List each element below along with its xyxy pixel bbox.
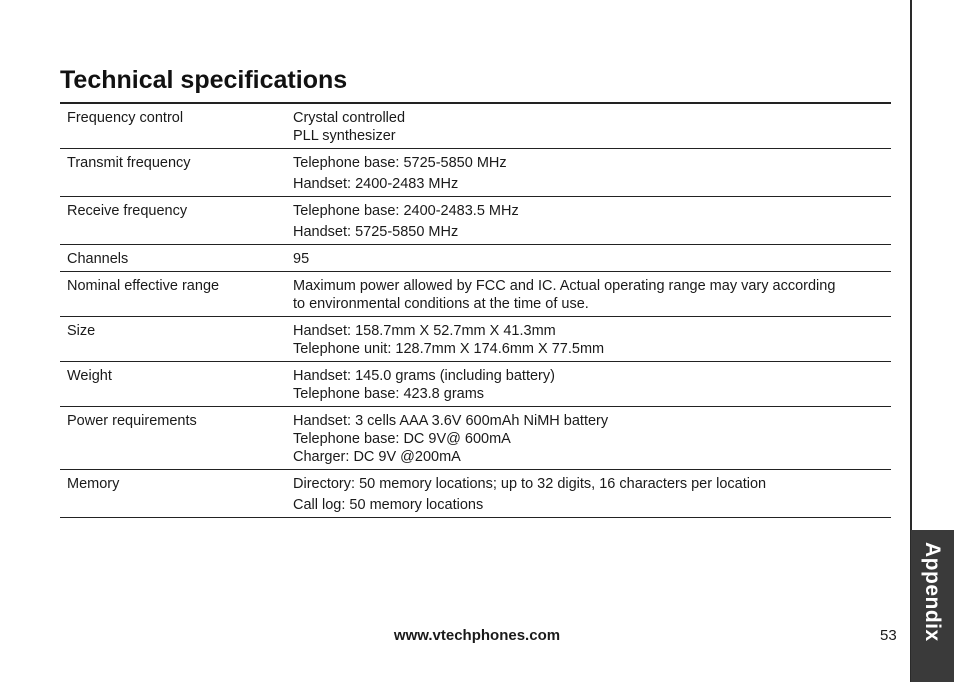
spec-value (286, 407, 891, 470)
spec-value-line: PLL synthesizer (293, 128, 396, 144)
spec-label: Frequency control (67, 110, 184, 126)
spec-value-line: Handset: 3 cells AAA 3.6V 600mAh NiMH battery (293, 413, 609, 429)
spec-table-body (60, 103, 891, 518)
spec-value-line: Telephone base: 2400-2483.5 MHz (293, 203, 519, 219)
spec-row (60, 149, 891, 197)
spec-value (286, 149, 891, 197)
spec-value-line: Telephone base: 423.8 grams (293, 386, 485, 402)
spec-row (60, 362, 891, 407)
spec-value-line: 95 (293, 251, 310, 267)
spec-label: Weight (67, 368, 112, 384)
spec-value-line: Maximum power allowed by FCC and IC. Actual operating range may vary according (293, 278, 836, 294)
spec-value-line: Crystal controlled (293, 110, 406, 126)
spec-label: Power requirements (67, 413, 197, 429)
spec-value-line: Telephone base: DC 9V@ 600mA (293, 431, 511, 447)
page-title: Technical specifications (60, 66, 348, 94)
spec-value-line: Handset: 145.0 grams (including battery) (293, 368, 555, 384)
spec-label: Transmit frequency (67, 155, 191, 171)
spec-value-line: to environmental conditions at the time of use. (293, 296, 589, 312)
spec-label: Memory (67, 476, 120, 492)
spec-value-line: Telephone base: 5725-5850 MHz (293, 155, 507, 171)
spec-value (286, 245, 891, 272)
spec-value-line: Call log: 50 memory locations (293, 497, 484, 513)
spec-row (60, 407, 891, 470)
spec-value-line: Directory: 50 memory locations; up to 32 digits, 16 characters per location (293, 476, 767, 492)
spec-label: Nominal effective range (67, 278, 220, 294)
footer-url: www.vtechphones.com (393, 627, 561, 644)
spec-value (286, 362, 891, 407)
spec-value (286, 103, 891, 149)
spec-label: Channels (67, 251, 129, 267)
spec-label: Size (67, 323, 96, 339)
spec-table (60, 102, 891, 518)
spec-label: Receive frequency (67, 203, 188, 219)
section-tab-label: Appendix (921, 542, 944, 642)
spec-value-line: Handset: 158.7mm X 52.7mm X 41.3mm (293, 323, 556, 339)
spec-row (60, 470, 891, 518)
spec-row (60, 317, 891, 362)
spec-value (286, 317, 891, 362)
spec-value (286, 470, 891, 518)
spec-row (60, 197, 891, 245)
page-number: 53 (880, 627, 897, 644)
spec-value-line: Handset: 2400-2483 MHz (293, 176, 459, 192)
spec-row (60, 245, 891, 272)
spec-value-line: Handset: 5725-5850 MHz (293, 224, 459, 240)
spec-value-line: Charger: DC 9V @200mA (293, 449, 461, 465)
spec-value-line: Telephone unit: 128.7mm X 174.6mm X 77.5mm (293, 341, 605, 357)
spec-row (60, 272, 891, 317)
spec-value (286, 272, 891, 317)
spec-row (60, 103, 891, 149)
spec-value (286, 197, 891, 245)
